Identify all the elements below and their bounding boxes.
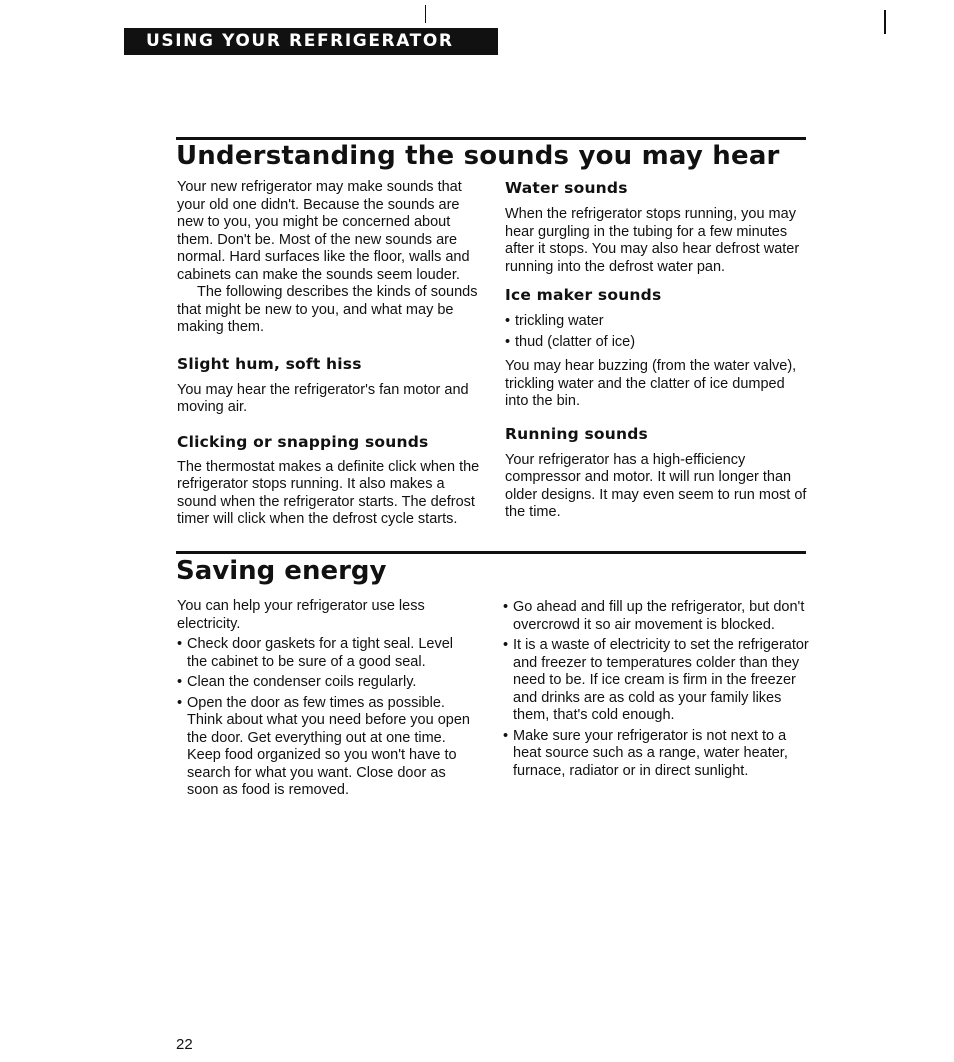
energy-left-column	[177, 598, 472, 800]
list-item: • thud (clatter of ice)	[505, 334, 810, 352]
energy-intro: You can help your refrigerator use less electricity.	[177, 598, 425, 632]
section-header-bar: USING YOUR REFRIGERATOR	[124, 28, 498, 55]
page-number: 22	[176, 1036, 193, 1053]
list-item: • It is a waste of electricity to set the refrigerator and freezer to temperatures colder than they need to be. If ice cream is firm in the freezer and drinks are as cold as your family likes them, that's cold enough.	[503, 637, 811, 725]
subheading-clicking: Clicking or snapping sounds	[177, 432, 429, 451]
intro-paragraph-2: The following describes the kinds of sounds that might be new to you, and what may be making them.	[177, 284, 478, 335]
energy-left-list	[177, 636, 472, 800]
page-title: Understanding the sounds you may hear	[176, 141, 780, 171]
subheading-running: Running sounds	[505, 424, 648, 443]
scan-tick-mark	[425, 5, 426, 23]
energy-title: Saving energy	[176, 556, 387, 586]
intro-paragraph: Your new refrigerator may make sounds that your old one didn't. Because the sounds are new to you, you might be concerned about them. Don't be. Most of the new sounds are normal. Hard surfaces like the floor, walls and cabinets can make the sounds seem louder.	[177, 179, 470, 283]
section-rule	[176, 551, 806, 554]
scan-tick-mark	[884, 10, 886, 34]
clicking-text: The thermostat makes a definite click when the refrigerator stops running. It also makes a sound when the refrigerator starts. The defrost timer will click when the defrost cycle starts.	[177, 458, 480, 527]
subheading-water: Water sounds	[505, 179, 628, 197]
hum-text: You may hear the refrigerator's fan motor and moving air.	[177, 381, 469, 415]
sounds-right-column	[505, 179, 810, 522]
running-text: Your refrigerator has a high-efficiency compressor and motor. It will run longer than older designs. It may even seem to run most of the time.	[505, 451, 807, 520]
list-item: • Clean the condenser coils regularly.	[177, 674, 472, 692]
subheading-ice: Ice maker sounds	[505, 286, 662, 304]
section-rule	[176, 137, 806, 140]
sounds-left-column	[177, 179, 482, 529]
list-item: • trickling water	[505, 313, 810, 331]
list-item: • Go ahead and fill up the refrigerator, but don't overcrowd it so air movement is blocked.	[503, 599, 811, 634]
ice-bullet-list	[505, 313, 810, 351]
energy-right-column	[503, 599, 811, 780]
ice-text: You may hear buzzing (from the water valve), trickling water and the clatter of ice dumped into the bin.	[505, 358, 797, 409]
list-item: • Open the door as few times as possible. Think about what you need before you open the door. Get everything out at one time. Keep food organized so you won't have to search for what you want. Close door as soon as food is removed.	[177, 695, 472, 800]
subheading-hum: Slight hum, soft hiss	[177, 354, 362, 373]
energy-right-list	[503, 599, 811, 780]
water-text: When the refrigerator stops running, you may hear gurgling in the tubing for a few minutes after it stops. You may also hear defrost water running into the defrost water pan.	[505, 206, 800, 275]
list-item: • Check door gaskets for a tight seal. Level the cabinet to be sure of a good seal.	[177, 636, 472, 671]
list-item: • Make sure your refrigerator is not next to a heat source such as a range, water heater, furnace, radiator or in direct sunlight.	[503, 728, 811, 781]
